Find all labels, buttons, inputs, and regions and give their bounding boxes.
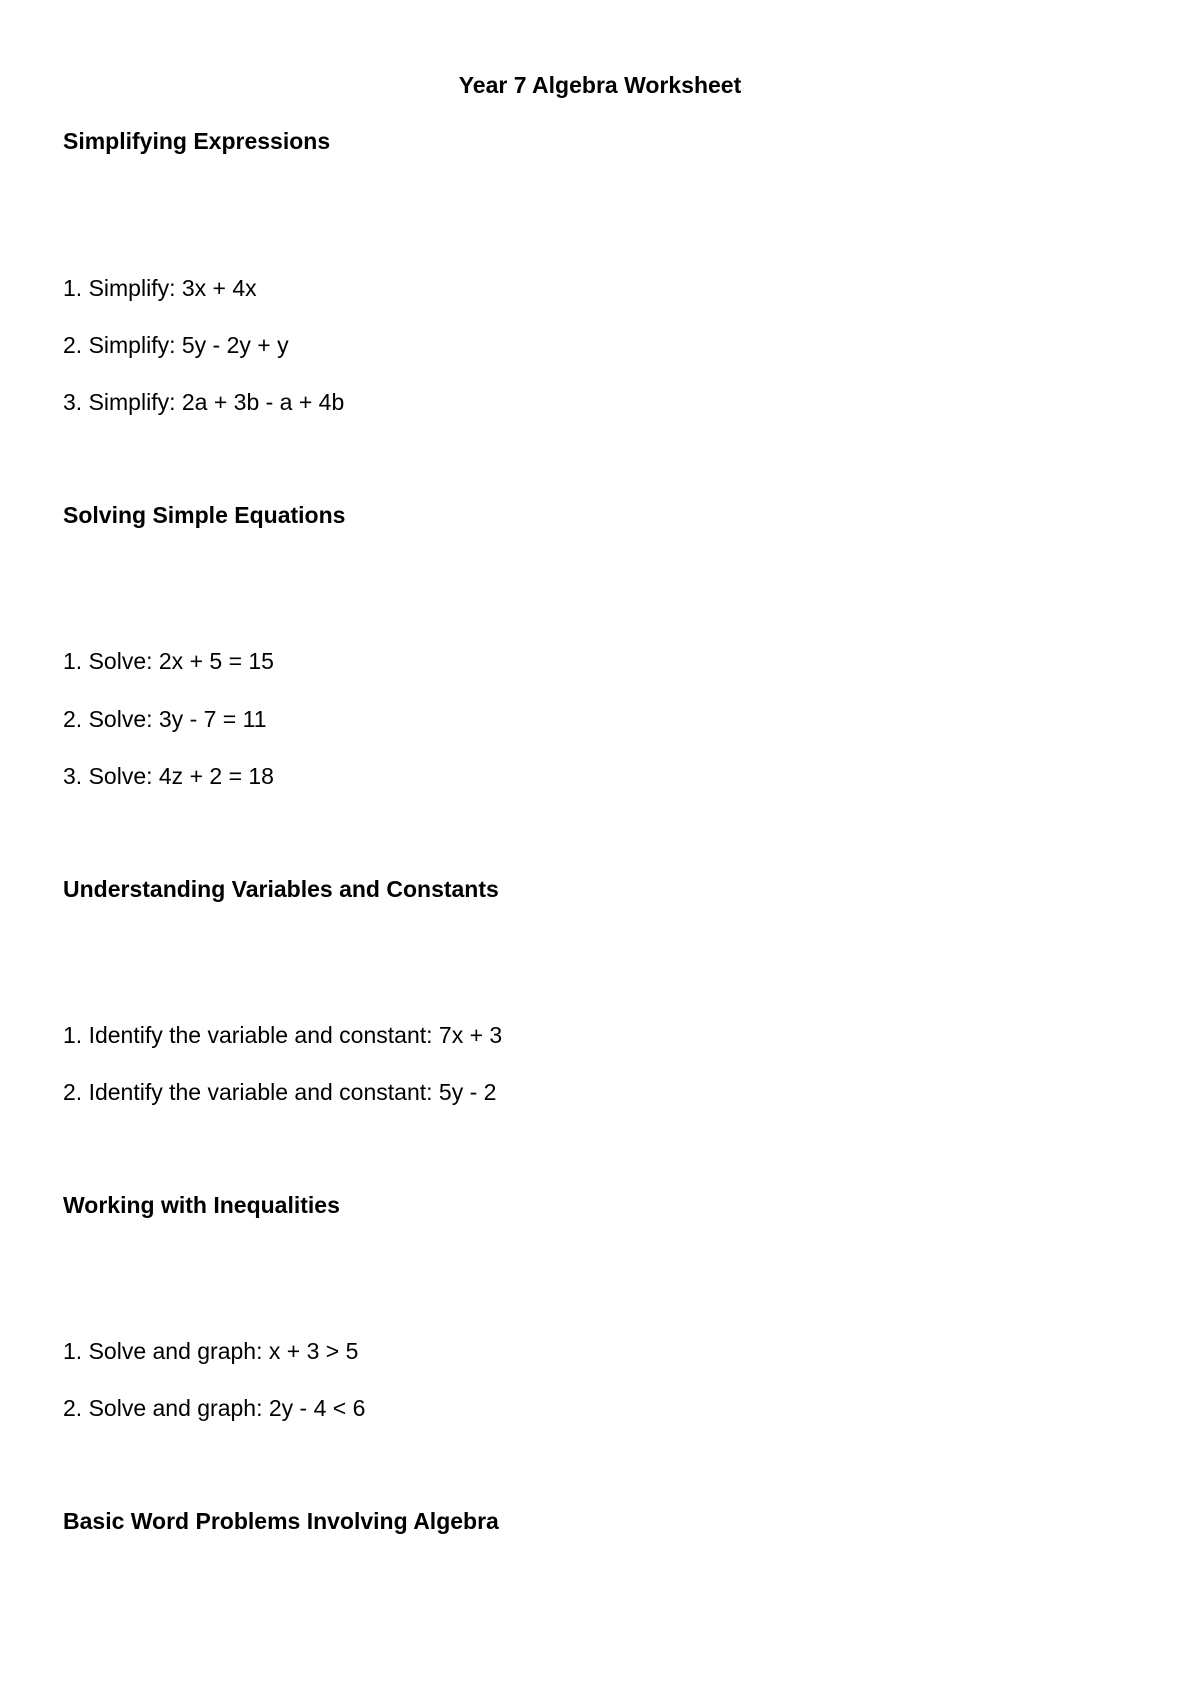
question-item: 1. Solve and graph: x + 3 > 5 <box>63 1338 359 1364</box>
section-heading-simplifying-expressions: Simplifying Expressions <box>63 128 331 154</box>
question-item: 3. Solve: 4z + 2 = 18 <box>63 763 274 789</box>
question-item: 1. Solve: 2x + 5 = 15 <box>63 648 274 674</box>
document-title: Year 7 Algebra Worksheet <box>458 72 742 98</box>
question-item: 2. Solve: 3y - 7 = 11 <box>63 706 267 732</box>
question-item: 2. Identify the variable and constant: 5y - 2 <box>63 1079 497 1105</box>
section-heading-solving-simple-equations: Solving Simple Equations <box>63 502 346 528</box>
question-item: 2. Simplify: 5y - 2y + y <box>63 332 289 358</box>
section-heading-basic-word-problems: Basic Word Problems Involving Algebra <box>63 1508 499 1534</box>
question-item: 2. Solve and graph: 2y - 4 < 6 <box>63 1395 366 1421</box>
question-item: 1. Identify the variable and constant: 7x + 3 <box>63 1022 503 1048</box>
question-item: 1. Simplify: 3x + 4x <box>63 275 257 301</box>
question-item: 3. Simplify: 2a + 3b - a + 4b <box>63 389 345 415</box>
section-heading-working-with-inequalities: Working with Inequalities <box>63 1192 340 1218</box>
section-heading-variables-and-constants: Understanding Variables and Constants <box>63 876 499 902</box>
